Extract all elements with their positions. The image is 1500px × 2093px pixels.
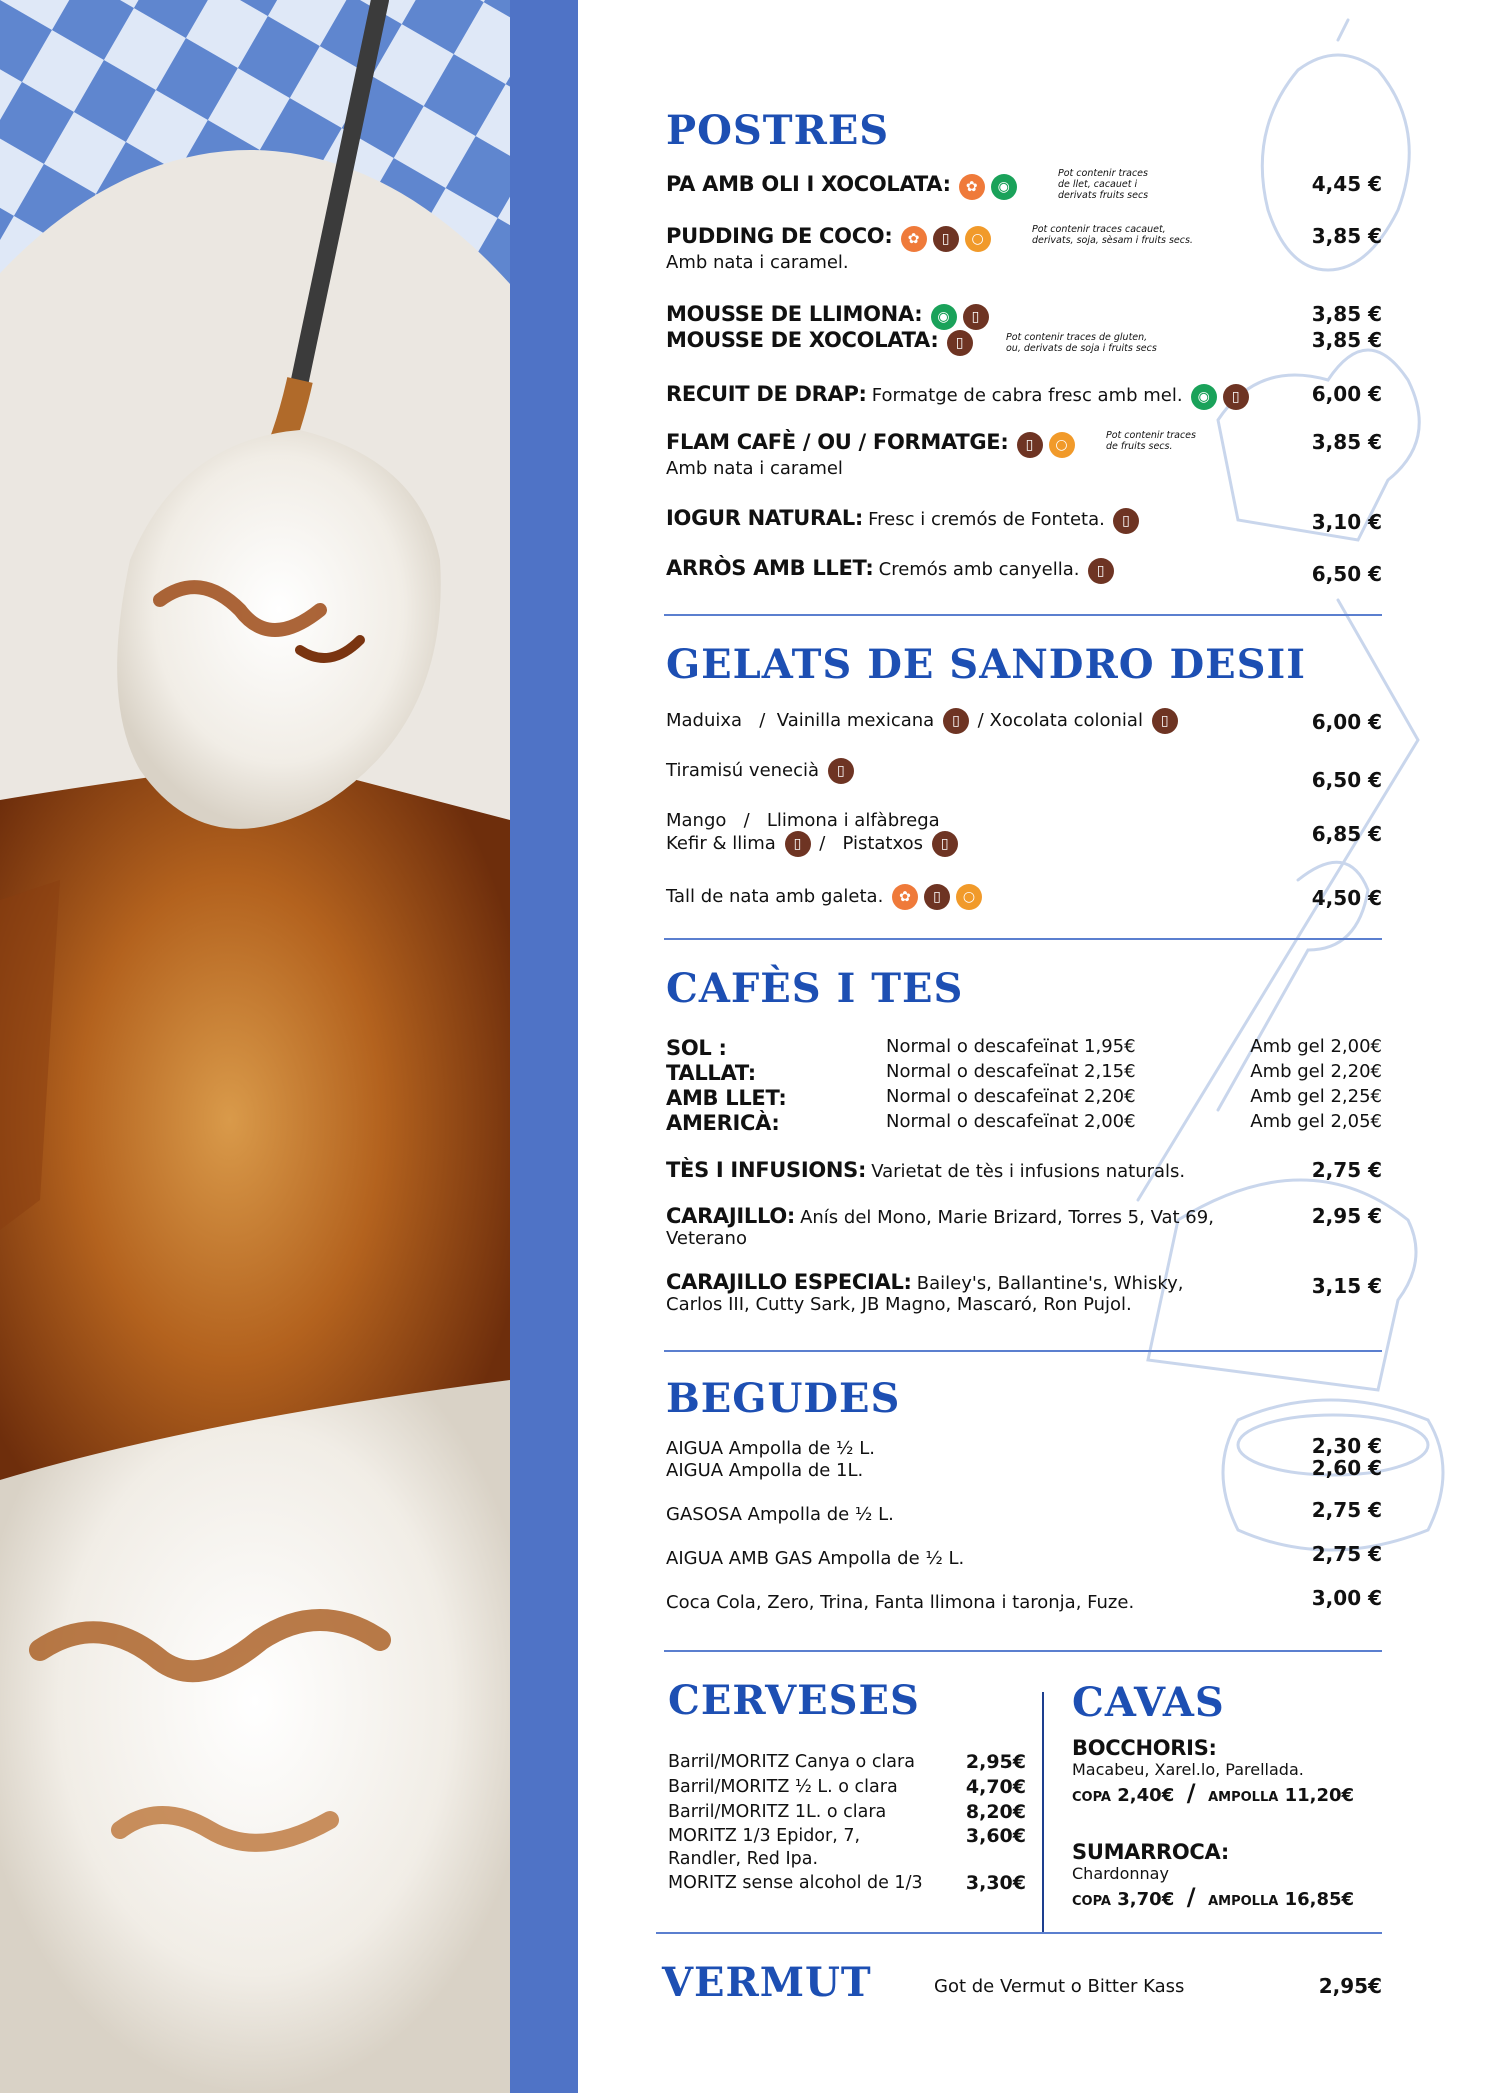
egg-icon: ○ [1049, 432, 1075, 458]
vermut-desc: Got de Vermut o Bitter Kass [934, 1976, 1185, 1997]
egg-icon: ○ [965, 226, 991, 252]
dessert-illustration [0, 0, 510, 2093]
divider [656, 1932, 1382, 1934]
divider [664, 1650, 1382, 1652]
beer-row: Barril/MORITZ ½ L. o clara 4,70€ [668, 1776, 1026, 1798]
item-price: 3,85 € [1311, 224, 1382, 248]
item-price: 3,85 € [1311, 328, 1382, 352]
item-name: ARRÒS AMB LLET: [666, 556, 874, 580]
item-desc: Amb nata i caramel [666, 457, 843, 479]
flavor: Pistatxos [842, 833, 923, 854]
item-mousse-xocolata [666, 328, 1382, 356]
postres-title: POSTRES [666, 107, 890, 154]
item-price: 6,00 € [1311, 382, 1382, 406]
item-name: MOUSSE DE LLIMONA: [666, 302, 923, 326]
item-price: 3,85 € [1311, 430, 1382, 454]
milk-icon: ▯ [828, 758, 854, 784]
item-price: 2,95 € [1311, 1204, 1382, 1228]
divider [664, 614, 1382, 616]
item-carajillo: CARAJILLO: Anís del Mono, Marie Brizard, Torres 5, Vat 69, Veterano 2,95 € [666, 1204, 1382, 1249]
egg-icon: ○ [956, 884, 982, 910]
divider [664, 1350, 1382, 1352]
item-tes: TÈS I INFUSIONS: Varietat de tès i infusions naturals. 2,75 € [666, 1158, 1382, 1182]
item-price: 2,75 € [1311, 1498, 1382, 1522]
item-price: 3,00 € [1311, 1586, 1382, 1610]
item-refrescos: Coca Cola, Zero, Trina, Fanta llimona i taronja, Fuze. 3,00 € [666, 1586, 1382, 1613]
item-mousse-llimona [666, 302, 1382, 330]
milk-icon: ▯ [1088, 558, 1114, 584]
milk-icon: ▯ [785, 831, 811, 857]
allergen-note: Pot contenir traces de fruits secs. [1106, 430, 1196, 452]
gelats-title: GELATS DE SANDRO DESII [666, 641, 1306, 688]
milk-icon: ▯ [1223, 384, 1249, 410]
item-arros-llet [666, 556, 1382, 584]
milk-icon: ▯ [1113, 508, 1139, 534]
flavor: Llimona i alfàbrega [766, 810, 940, 831]
item-carajillo-especial: CARAJILLO ESPECIAL: Bailey's, Ballantine's, Whisky, Carlos III, Cutty Sark, JB Magno, Mascaró, Ron Pujol. 3,15 € [666, 1270, 1382, 1315]
flavor: Kefir & llima [666, 833, 776, 854]
cafe-row: TALLAT: Normal o descafeïnat 2,15€ Amb gel 2,20€ [666, 1061, 1382, 1085]
section-cavas [1072, 1680, 1382, 1920]
item-aigua-litre: AIGUA Ampolla de 1L. 2,60 € [666, 1456, 1382, 1481]
item-desc: Amb nata i caramel. [666, 251, 849, 273]
nut-icon: ◉ [991, 174, 1017, 200]
gelats-row-3: Mango / Llimona i alfàbrega Kefir & llima ▯ / Pistatxos ▯ 6,85 € [666, 810, 1382, 857]
item-price: 6,00 € [1311, 710, 1382, 734]
beer-row: MORITZ sense alcohol de 1/3 3,30€ [668, 1872, 1026, 1894]
menu-panel [578, 0, 1500, 2093]
milk-icon: ▯ [1017, 432, 1043, 458]
flavor: Vainilla mexicana [776, 710, 935, 731]
item-iogur [666, 506, 1382, 534]
vermut-title: VERMUT [662, 1959, 872, 2006]
item-name: MOUSSE DE XOCOLATA: [666, 328, 939, 352]
section-gelats [666, 642, 1382, 942]
begudes-title: BEGUDES [666, 1375, 901, 1422]
item-pa-amb-oli [666, 168, 1382, 201]
section-begudes [666, 1376, 1382, 1646]
cavas-title: CAVAS [1072, 1679, 1225, 1726]
item-gasosa: GASOSA Ampolla de ½ L. 2,75 € [666, 1498, 1382, 1525]
beer-row: Barril/MORITZ 1L. o clara 8,20€ [668, 1801, 1026, 1823]
item-price: 2,75 € [1311, 1158, 1382, 1182]
section-postres [666, 108, 1382, 608]
allergen-note: Pot contenir traces de llet, cacauet i derivats fruits secs [1058, 168, 1149, 201]
item-name: RECUIT DE DRAP: [666, 382, 867, 406]
item-pudding-coco [666, 224, 1382, 273]
flavor: Tall de nata amb galeta. [666, 886, 884, 907]
milk-icon: ▯ [932, 831, 958, 857]
flavor: Mango [666, 810, 727, 831]
gelats-row-1: Maduixa / Vainilla mexicana ▯ / Xocolata colonial ▯ 6,00 € [666, 710, 1382, 734]
column-divider [1042, 1692, 1044, 1932]
item-name: IOGUR NATURAL: [666, 506, 864, 530]
milk-icon: ▯ [963, 304, 989, 330]
cava-sumarroca: SUMARROCA: Chardonnay COPA 3,70€ / AMPOLLA 16,85€ [1072, 1840, 1355, 1911]
item-price: 3,15 € [1311, 1274, 1382, 1298]
nut-icon: ◉ [1191, 384, 1217, 410]
milk-icon: ▯ [947, 330, 973, 356]
gelats-row-2 [666, 758, 1382, 792]
item-price: 2,30 € [1311, 1434, 1382, 1458]
cafe-row: AMB LLET: Normal o descafeïnat 2,20€ Amb gel 2,25€ [666, 1086, 1382, 1110]
blue-stripe [510, 0, 578, 2093]
section-cerveses [668, 1678, 1026, 1908]
cerveses-list [668, 1750, 1026, 1896]
cerveses-title: CERVESES [668, 1677, 920, 1724]
item-name: PUDDING DE COCO: [666, 224, 893, 248]
divider [664, 938, 1382, 940]
item-price: 6,50 € [1311, 562, 1382, 586]
item-desc: Fresc i cremós de Fonteta. [868, 509, 1105, 530]
milk-icon: ▯ [933, 226, 959, 252]
dessert-photo [0, 0, 510, 2093]
beer-row: Barril/MORITZ Canya o clara 2,95€ [668, 1751, 1026, 1773]
section-cafes [666, 966, 1382, 1326]
item-price: 6,85 € [1311, 822, 1382, 846]
flavor: Tiramisú venecià [666, 760, 820, 781]
cafe-row: SOL : Normal o descafeïnat 1,95€ Amb gel 2,00€ [666, 1036, 1382, 1060]
flavor: Maduixa [666, 710, 743, 731]
milk-icon: ▯ [943, 708, 969, 734]
item-name: FLAM CAFÈ / OU / FORMATGE: [666, 430, 1009, 454]
item-aigua-gas: AIGUA AMB GAS Ampolla de ½ L. 2,75 € [666, 1542, 1382, 1569]
item-price: 6,50 € [1311, 768, 1382, 792]
milk-icon: ▯ [1152, 708, 1178, 734]
vermut-price: 2,95€ [1318, 1974, 1382, 1998]
item-price: 2,75 € [1311, 1542, 1382, 1566]
item-desc: Cremós amb canyella. [878, 559, 1080, 580]
item-aigua-mitja: AIGUA Ampolla de ½ L. 2,30 € [666, 1434, 1382, 1459]
item-price: 3,10 € [1311, 510, 1382, 534]
cafe-row: AMERICÀ: Normal o descafeïnat 2,00€ Amb gel 2,05€ [666, 1111, 1382, 1135]
gelats-row-4 [666, 884, 1382, 910]
item-recuit-drap [666, 382, 1382, 410]
item-price: 2,60 € [1311, 1456, 1382, 1480]
allergen-note: Pot contenir traces cacauet, derivats, soja, sèsam i fruits secs. [1032, 224, 1193, 246]
flavor: Xocolata colonial [989, 710, 1143, 731]
wheat-icon: ✿ [959, 174, 985, 200]
cafes-table [666, 1036, 1382, 1136]
milk-icon: ▯ [924, 884, 950, 910]
wheat-icon: ✿ [892, 884, 918, 910]
beer-row: MORITZ 1/3 Epidor, 7, 3,60€ Randler, Red Ipa. [668, 1825, 1026, 1869]
item-price: 4,50 € [1311, 886, 1382, 910]
item-price: 3,85 € [1311, 302, 1382, 326]
item-desc: Formatge de cabra fresc amb mel. [871, 385, 1183, 406]
item-price: 4,45 € [1311, 172, 1382, 196]
wheat-icon: ✿ [901, 226, 927, 252]
cafes-title: CAFÈS I TES [666, 965, 964, 1012]
allergen-note: Pot contenir traces de gluten, ou, derivats de soja i fruits secs [1006, 332, 1157, 354]
item-name: PA AMB OLI I XOCOLATA: [666, 172, 951, 196]
item-flam [666, 430, 1382, 479]
nut-icon: ◉ [931, 304, 957, 330]
section-vermut [662, 1960, 1382, 2020]
cava-bocchoris: BOCCHORIS: Macabeu, Xarel.lo, Parellada. COPA 2,40€ / AMPOLLA 11,20€ [1072, 1736, 1355, 1807]
